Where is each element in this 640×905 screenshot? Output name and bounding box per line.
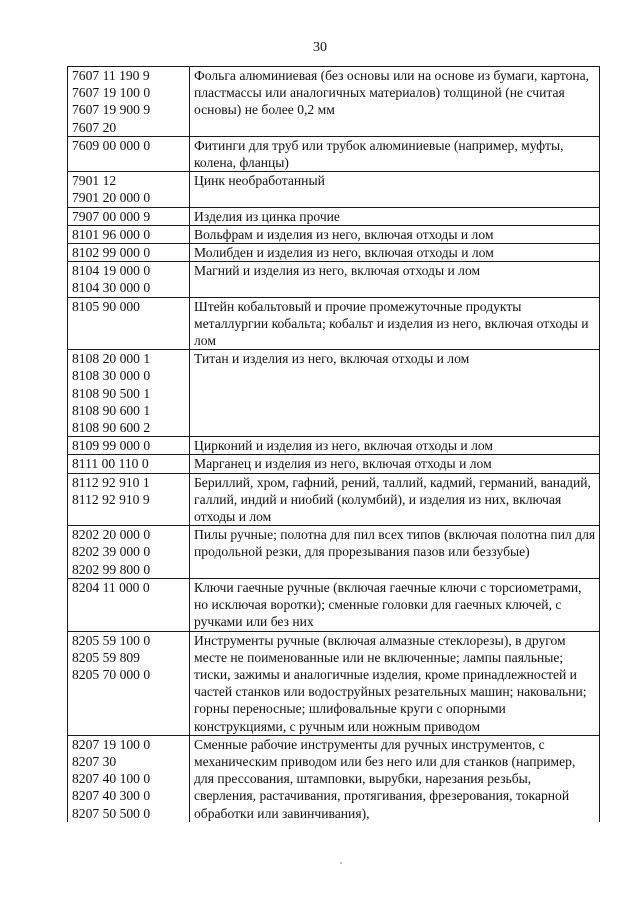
tnved-code: 8108 30 000 0 xyxy=(72,368,151,384)
goods-description: Фитинги для труб или трубок алюминиевые (например, муфты, колена, фланцы) xyxy=(194,137,564,171)
table-row xyxy=(68,473,600,526)
tnved-code-cell xyxy=(68,350,190,437)
goods-description: Молибден и изделия из него, включая отходы и лом xyxy=(194,245,494,261)
goods-description: Цирконий и изделия из него, включая отходы и лом xyxy=(194,438,493,454)
goods-description-cell xyxy=(190,207,600,225)
tnved-code: 8202 99 800 0 xyxy=(72,561,151,577)
tnved-code: 8207 50 500 0 xyxy=(72,805,151,821)
tnved-code: 8108 90 600 1 xyxy=(72,402,151,418)
tnved-code-cell xyxy=(68,631,190,735)
goods-description-cell xyxy=(190,578,600,631)
table-row xyxy=(68,297,600,350)
tnved-code: 7607 19 100 0 xyxy=(72,85,151,101)
goods-description-cell xyxy=(190,473,600,526)
tnved-code-cell xyxy=(68,262,190,297)
goods-description: Изделия из цинка прочие xyxy=(194,208,340,224)
table-row xyxy=(68,631,600,735)
goods-description: Пилы ручные; полотна для пил всех типов (включая полотна пил для продольной резки, для прорезывания пазов или беззубые) xyxy=(194,527,596,560)
tnved-code: 8108 90 500 1 xyxy=(72,385,151,401)
goods-description-cell xyxy=(190,437,600,455)
goods-description: Титан и изделия из него, включая отходы и лом xyxy=(194,351,470,367)
goods-description: Цинк необработанный xyxy=(194,173,325,189)
tnved-code: 8202 20 000 0 xyxy=(72,527,151,543)
tnved-code: 8207 30 xyxy=(72,753,117,769)
goods-description-cell xyxy=(190,526,600,579)
scan-speck xyxy=(340,862,342,864)
table-row xyxy=(68,350,600,437)
goods-description-cell xyxy=(190,67,600,137)
tnved-code: 8207 19 100 0 xyxy=(72,736,151,752)
tnved-code-cell xyxy=(68,172,190,207)
goods-description: Сменные рабочие инструменты для ручных инструментов, с механическим приводом или без него или для станков (например, для прессования, штамповки, вырубки, нарезания резьбы, сверления, растачивания, протягивания, фрезерования, токарной обработки или завинчивания), xyxy=(194,736,576,821)
table-body xyxy=(68,67,600,822)
tnved-code: 8205 59 100 0 xyxy=(72,632,151,648)
tnved-code-cell xyxy=(68,437,190,455)
tnved-code: 8108 90 600 2 xyxy=(72,420,151,436)
goods-description-cell xyxy=(190,631,600,735)
table-row xyxy=(68,136,600,171)
tnved-code: 8205 70 000 0 xyxy=(72,666,151,682)
table-row xyxy=(68,735,600,822)
tnved-code-cell xyxy=(68,67,190,137)
table-row xyxy=(68,455,600,473)
tariff-code-table xyxy=(67,66,600,822)
tnved-code-cell xyxy=(68,473,190,526)
tnved-code-cell xyxy=(68,578,190,631)
goods-description: Марганец и изделия из него, включая отходы и лом xyxy=(194,456,492,472)
table-row xyxy=(68,225,600,243)
tnved-code-cell xyxy=(68,207,190,225)
tnved-code: 8108 20 000 1 xyxy=(72,351,151,367)
goods-description-cell xyxy=(190,244,600,262)
tnved-code-cell xyxy=(68,526,190,579)
tnved-code: 7607 20 xyxy=(72,119,117,135)
table-row xyxy=(68,207,600,225)
tnved-code: 8101 96 000 0 xyxy=(72,226,151,242)
tnved-code: 8111 00 110 0 xyxy=(72,456,149,472)
goods-description-cell xyxy=(190,455,600,473)
tnved-code: 8109 99 000 0 xyxy=(72,438,151,454)
tnved-code: 8104 19 000 0 xyxy=(72,263,151,279)
goods-description: Инструменты ручные (включая алмазные стеклорезы), в другом месте не поименованные или не включенные; лампы паяльные; тиски, зажимы и аналогичные изделия, кроме принадлежностей и частей станков или водоструйных резательных машин; наковальни; горны переносные; шлифовальные круги с опорными конструкциями, с ручным или ножным приводом xyxy=(194,632,587,734)
tnved-code: 7607 19 900 9 xyxy=(72,102,151,118)
table-row xyxy=(68,67,600,137)
tnved-code: 7609 00 000 0 xyxy=(72,137,151,153)
tnved-code-cell xyxy=(68,225,190,243)
tnved-code: 8102 99 000 0 xyxy=(72,245,151,261)
tnved-code: 7901 20 000 0 xyxy=(72,190,151,206)
goods-description-cell xyxy=(190,136,600,171)
tnved-code: 8207 40 300 0 xyxy=(72,788,151,804)
tnved-code-cell xyxy=(68,244,190,262)
goods-description-cell xyxy=(190,225,600,243)
tnved-code: 7607 11 190 9 xyxy=(72,68,150,83)
tnved-code: 8104 30 000 0 xyxy=(72,280,151,296)
table-row xyxy=(68,172,600,207)
table-row xyxy=(68,578,600,631)
tnved-code-cell xyxy=(68,297,190,350)
table-row xyxy=(68,262,600,297)
goods-description: Магний и изделия из него, включая отходы и лом xyxy=(194,263,481,279)
tnved-code-cell xyxy=(68,735,190,822)
tnved-code: 7901 12 xyxy=(72,173,117,189)
page-number: 30 xyxy=(313,40,327,55)
table-row xyxy=(68,437,600,455)
tnved-code-cell xyxy=(68,455,190,473)
goods-description-cell xyxy=(190,350,600,437)
goods-description-cell xyxy=(190,735,600,822)
goods-description: Бериллий, хром, гафний, рений, таллий, кадмий, германий, ванадий, галлий, индий и ниобий (колумбий), и изделия из них, включая отходы и лом xyxy=(194,474,591,525)
tnved-code: 8112 92 910 9 xyxy=(72,491,150,507)
table-row xyxy=(68,526,600,579)
goods-description-cell xyxy=(190,172,600,207)
tnved-code: 8112 92 910 1 xyxy=(72,474,150,490)
tnved-code: 7907 00 000 9 xyxy=(72,208,151,224)
table-row xyxy=(68,244,600,262)
tnved-code-cell xyxy=(68,136,190,171)
goods-description: Ключи гаечные ручные (включая гаечные ключи с торсиометрами, но исключая воротки); сменные головки для гаечных ключей, с ручками или без них xyxy=(194,579,582,630)
tnved-code: 8105 90 000 xyxy=(72,298,140,314)
goods-description: Фольга алюминиевая (без основы или на основе из бумаги, картона, пластмассы или аналогичных материалов) толщиной (не считая основы) не более 0,2 мм xyxy=(194,68,590,118)
tnved-code: 8207 40 100 0 xyxy=(72,771,151,787)
goods-description-cell xyxy=(190,262,600,297)
tnved-code: 8205 59 809 xyxy=(72,649,140,665)
goods-description-cell xyxy=(190,297,600,350)
goods-description: Штейн кобальтовый и прочие промежуточные продукты металлургии кобальта; кобальт и изделия из него, включая отходы и лом xyxy=(194,298,589,349)
tnved-code: 8202 39 000 0 xyxy=(72,544,151,560)
tnved-code: 8204 11 000 0 xyxy=(72,579,150,595)
goods-description: Вольфрам и изделия из него, включая отходы и лом xyxy=(194,226,494,242)
